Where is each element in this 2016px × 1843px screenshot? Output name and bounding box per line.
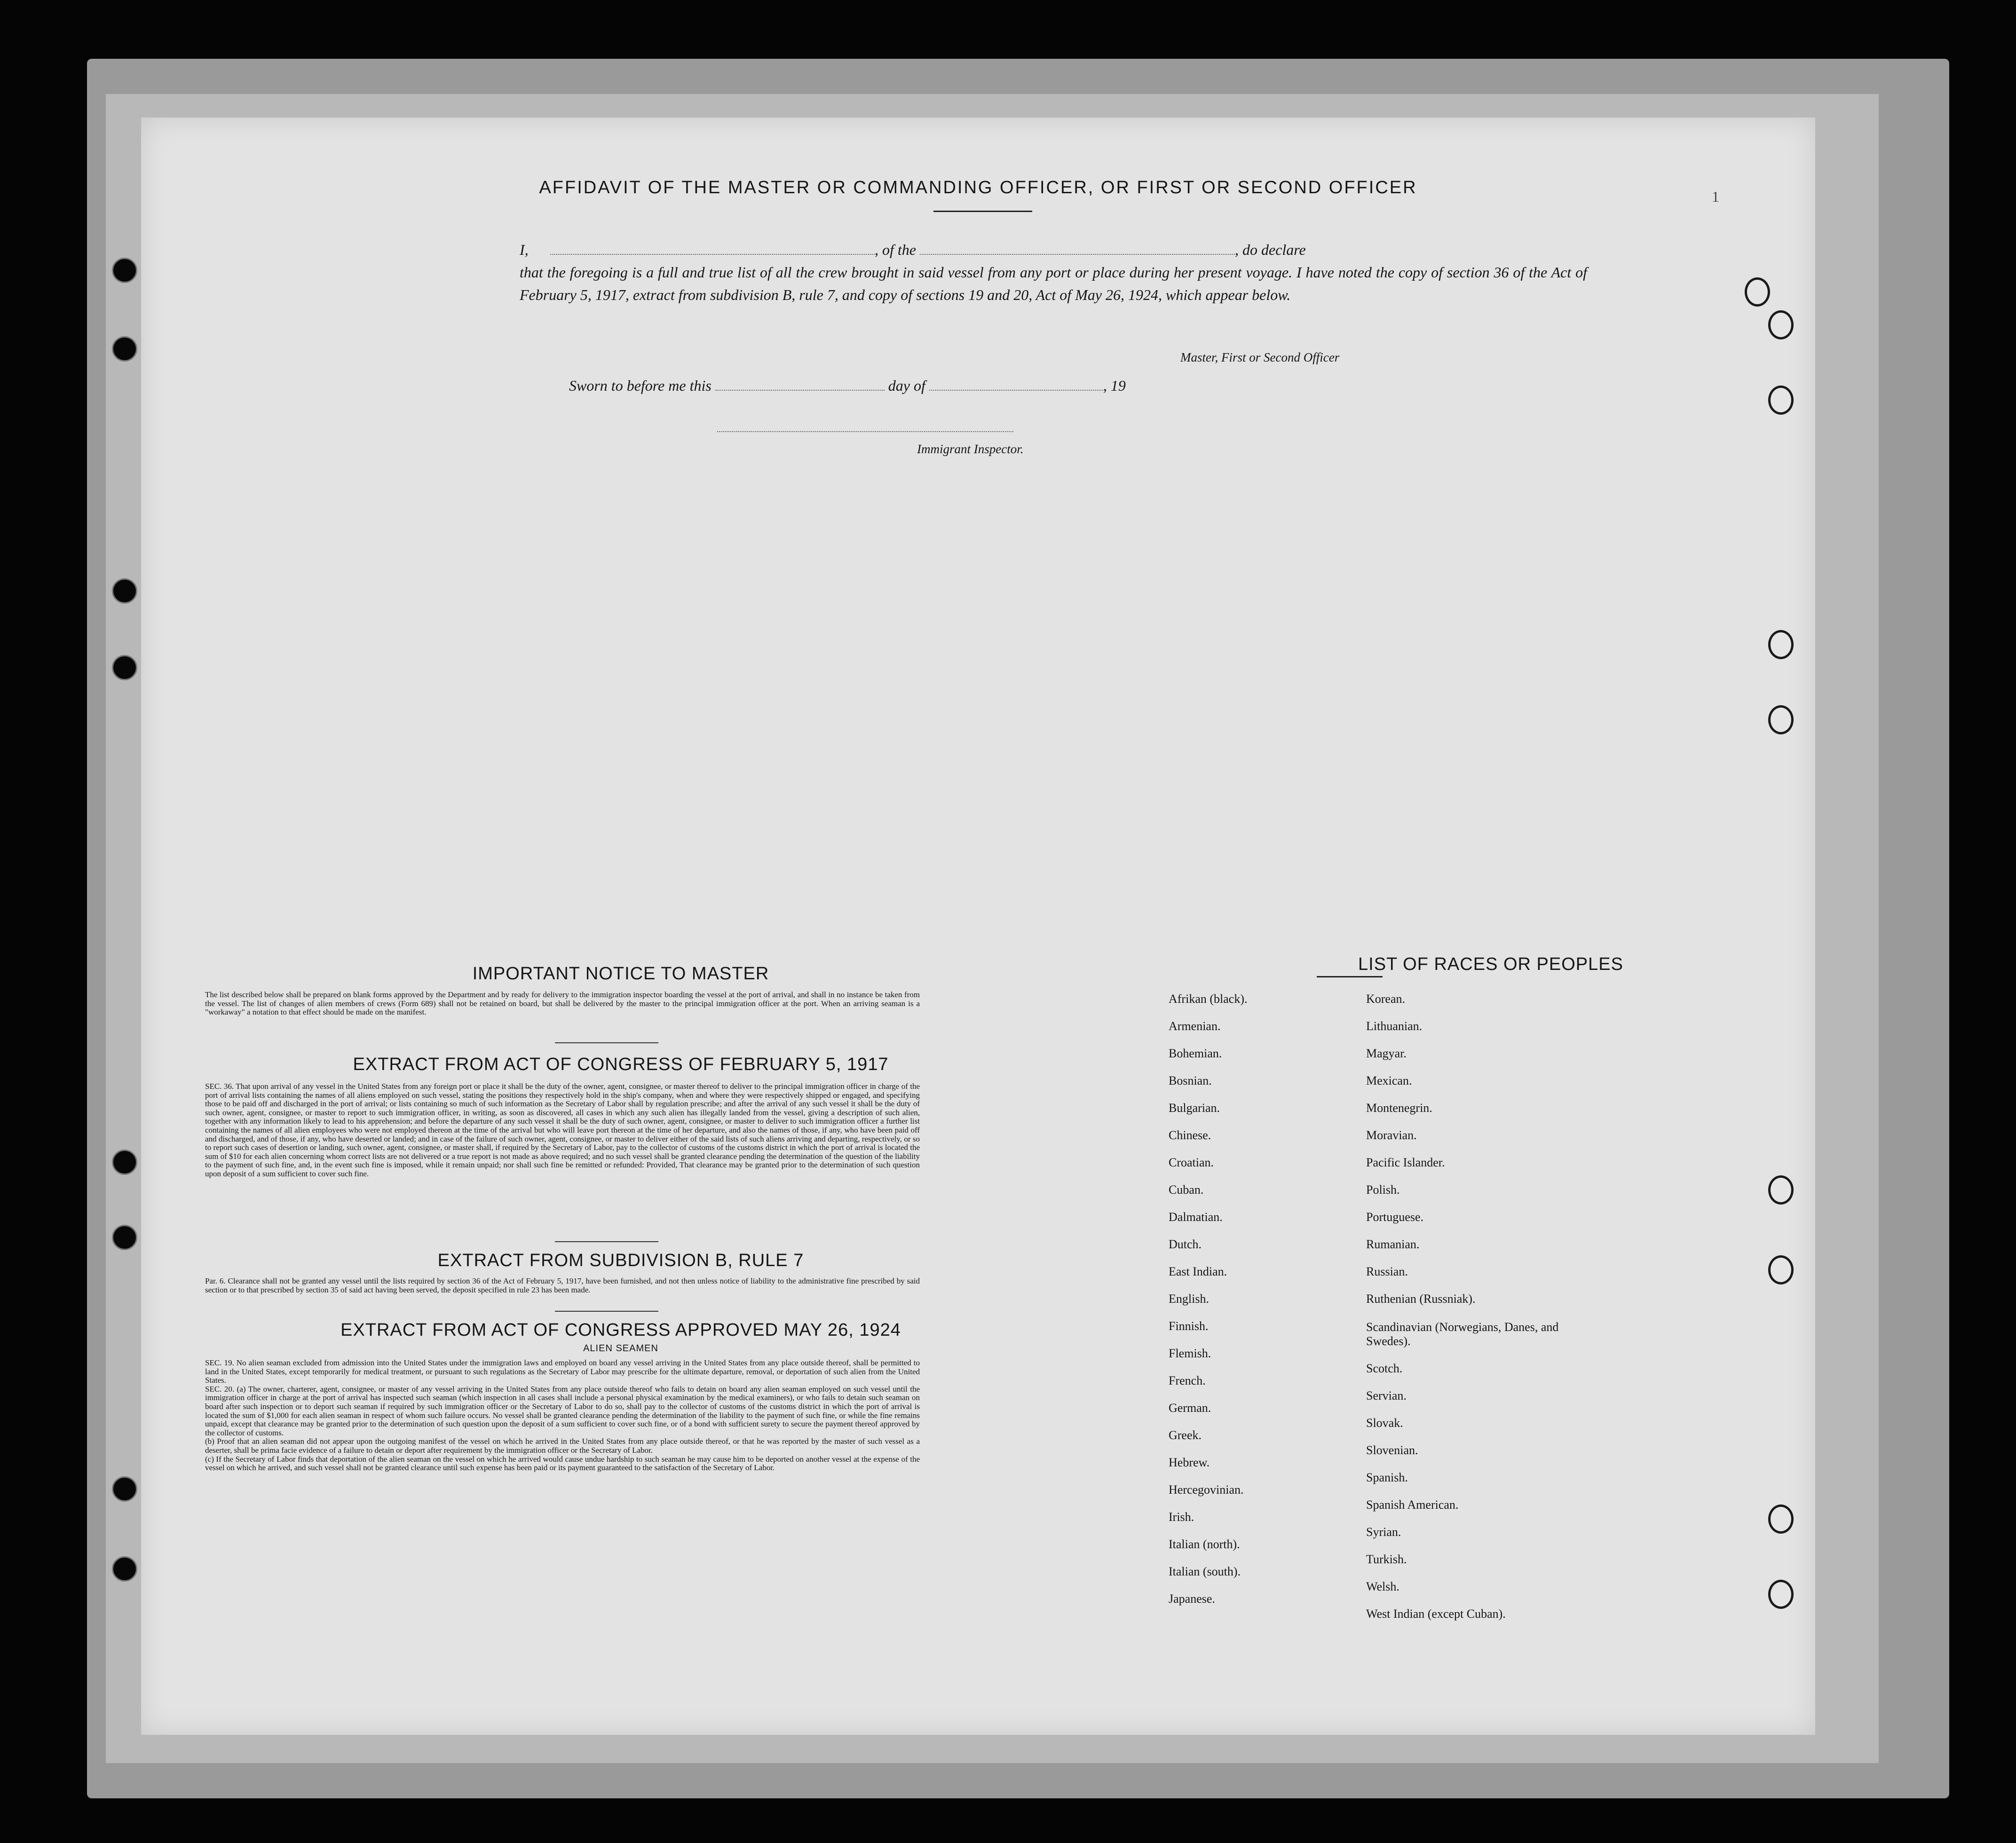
race-item: Hebrew.: [1169, 1456, 1210, 1469]
sec-20a-text: SEC. 20. (a) The owner, charterer, agent, consignee, or master of any vessel arriving in the United States from any place outside thereof who fails to detain on board any alien seaman employed on such vessel until the immigration officer in charge at the port of arrival has inspected such seaman (which inspection in all cases shall include a personal physical examination by the medical examiners), or who fails to detain such seaman on board after such inspection or to deport such seaman if required by such immigration officer or the Secretary of Labor to do so, shall pay to the collector of customs of the customs district in which the port of arrival is located the sum of $1,000 for each alien seaman in respect of whom such failure occurs. No vessel shall be granted clearance pending the determination of the liability to the payment of such fine, or while the fine remains unpaid, except that clearance may be granted prior to the determination of such question upon the deposit of a sum sufficient to cover such fine, or of a bond with sufficient surety to secure the payment thereof approved by the collector of customs.: [205, 1384, 920, 1437]
race-item: Korean.: [1366, 992, 1406, 1006]
affidavit-title: AFFIDAVIT OF THE MASTER OR COMMANDING OFFICER, OR FIRST OR SECOND OFFICER: [539, 178, 1417, 197]
race-item: Dutch.: [1169, 1237, 1202, 1251]
race-item: Ruthenian (Russniak).: [1366, 1292, 1476, 1306]
month-blank: [929, 390, 1103, 391]
section-rule: [555, 1042, 658, 1043]
binder-ring: [1768, 630, 1794, 659]
binder-ring: [1768, 1504, 1794, 1534]
binder-hole: [112, 1150, 137, 1175]
race-item: French.: [1169, 1374, 1206, 1387]
race-item: Hercegovinian.: [1169, 1483, 1244, 1496]
section-rule: [555, 1241, 658, 1242]
race-item: Montenegrin.: [1366, 1101, 1432, 1115]
binder-hole: [112, 578, 137, 604]
do-declare-text: , do declare: [1234, 241, 1306, 258]
race-item: Slovenian.: [1366, 1443, 1418, 1457]
section-rule: [555, 1311, 658, 1312]
officer-name-blank: [550, 254, 875, 255]
race-item: East Indian.: [1169, 1265, 1227, 1278]
races-title: LIST OF RACES OR PEOPLES: [1358, 954, 1623, 974]
race-item: Mexican.: [1366, 1074, 1412, 1087]
race-item: West Indian (except Cuban).: [1366, 1607, 1506, 1621]
inspector-signature-line: [717, 431, 1013, 432]
race-item: Cuban.: [1169, 1183, 1204, 1197]
race-item: Italian (north).: [1169, 1537, 1240, 1551]
race-item: Lithuanian.: [1366, 1019, 1423, 1033]
race-item: Scandinavian (Norwegians, Danes, and Swedes).: [1366, 1320, 1559, 1348]
race-item: Pacific Islander.: [1366, 1156, 1445, 1169]
day-of-text: day of: [888, 377, 925, 394]
binder-hole: [112, 336, 137, 362]
declaration-text: that the foregoing is a full and true list of all the crew brought in said vessel from any port or place during her present voyage. I have noted the copy of section 36 of the Act of February 5, 1917, extract from subdivision B, rule 7, and copy of sections 19 and 20, Act of May 26, 1924, which appear below.: [520, 264, 1587, 303]
form-page: [141, 118, 1815, 1735]
race-item: Moravian.: [1366, 1128, 1417, 1142]
extract-1924-title: EXTRACT FROM ACT OF CONGRESS APPROVED MAY 26, 1924: [340, 1320, 901, 1340]
race-item: Portuguese.: [1366, 1210, 1424, 1224]
binder-ring: [1768, 310, 1794, 339]
year-prefix: , 19: [1103, 377, 1126, 394]
signature-label: Master, First or Second Officer: [1180, 350, 1340, 364]
race-item: Armenian.: [1169, 1019, 1221, 1033]
race-item: Russian.: [1366, 1265, 1408, 1278]
races-right-column: [1366, 992, 1564, 1634]
affidavit-declaration: [520, 238, 1587, 306]
race-item: Greek.: [1169, 1428, 1202, 1442]
inspector-label: Immigrant Inspector.: [917, 442, 1024, 456]
race-item: German.: [1169, 1401, 1211, 1415]
extract-1917-title: EXTRACT FROM ACT OF CONGRESS OF FEBRUARY 5, 1917: [353, 1055, 889, 1074]
races-title-underline: [1317, 976, 1383, 977]
sworn-prefix: Sworn to before me this: [569, 377, 712, 394]
sec-20b-text: (b) Proof that an alien seaman did not appear upon the outgoing manifest of the vessel on which he arrived in the United States from any place outside thereof, or that he was reported by the master of such vessel as a deserter, shall be prima facie evidence of a failure to detain or deport after requirement by the immigration officer or the Secretary of Labor.: [205, 1437, 920, 1455]
race-item: English.: [1169, 1292, 1209, 1306]
race-item: Afrikan (black).: [1169, 992, 1248, 1006]
race-item: Bulgarian.: [1169, 1101, 1220, 1115]
race-item: Finnish.: [1169, 1319, 1209, 1333]
extract-1917-text: SEC. 36. That upon arrival of any vessel in the United States from any foreign port or place it shall be the duty of the owner, agent, consignee, or master thereof to deliver to the principal immigration officer in charge of the port of arrival lists containing the names of all aliens employed on such vessel, stating the positions they respectively hold in the ship's company, when and where they were respectively shipped or engaged, and specifying those to be paid off and discharged in the port of arrival; or lists containing so much of such information as the Secretary of Labor shall by regulation prescribe; and after the arrival of any such vessel it shall be the duty of such owner, agent, consignee, or master to report to such immigration officer, in writing, as soon as discovered, all cases in which any such alien has illegally landed from the vessel, giving a description of such alien, together with any information likely to lead to his apprehension; and before the departure of any such vessel it shall be the duty of such owner, agent, consignee, or master to deliver to such immigration officer a further list containing the names of all alien employees who were not employed thereon at the time of the arrival but who will leave port thereon at the time of her departure, and also the names of those, if any, who have been paid off and discharged, and of those, if any, who have deserted or landed; and in case of the failure of such owner, agent, consignee, or master to deliver either of the said lists of such aliens arriving and departing, respectively, or so to report such cases of desertion or landing, such owner, agent, consignee, or master shall, if required by the Secretary of Labor, pay to the collector of customs of the customs district in which the port of arrival is located the sum of $10 for each alien concerning whom correct lists are not delivered or a true report is not made as above required; and no such vessel shall be granted clearance pending the determination of the question of the liability to the payment of such fine, and, in the event such fine is imposed, while it remain unpaid; nor shall such fine be remitted or refunded: Provided, That clearance may be granted prior to the determination of such question upon deposit of a sum sufficient to cover such fine.: [205, 1082, 920, 1178]
race-item: Magyar.: [1366, 1047, 1407, 1060]
race-item: Flemish.: [1169, 1347, 1211, 1360]
race-item: Chinese.: [1169, 1128, 1211, 1142]
race-item: Turkish.: [1366, 1552, 1407, 1566]
page-number: 1: [1712, 188, 1719, 205]
rule-7-text: Par. 6. Clearance shall not be granted any vessel until the lists required by section 36 of the Act of February 5, 1917, have been furnished, and not then unless notice of liability to the administrative fine prescribed by said section or to that prescribed by section 35 of said act having been served, the deposit specified in rule 23 has been made.: [205, 1276, 920, 1294]
sec-20c-text: (c) If the Secretary of Labor finds that deportation of the alien seaman on the vessel on which he arrived would cause undue hardship to such seaman he may cause him to be deported on another vessel at the expense of the vessel on which he arrived, and such vessel shall not be granted clearance until such expense has been paid or its payment guaranteed to the satisfaction of the Secretary of Labor.: [205, 1454, 920, 1473]
race-item: Polish.: [1366, 1183, 1400, 1197]
race-item: Japanese.: [1169, 1592, 1215, 1606]
race-item: Italian (south).: [1169, 1565, 1241, 1578]
notice-text: The list described below shall be prepared on blank forms approved by the Department and by ready for delivery to the immigration inspector boarding the vessel at the port of arrival, and shall in no instance be taken from the vessel. The list of changes of alien members of crews (Form 689) shall not be retained on board, but shall be delivered by the master to the principal immigration officer at the port. When an arriving seaman is a "workaway" a notation to that effect should be made on the manifest.: [205, 990, 920, 1017]
binder-ring: [1768, 1580, 1794, 1609]
binder-ring: [1768, 1255, 1794, 1284]
sworn-line: [569, 377, 1368, 394]
race-item: Slovak.: [1366, 1416, 1403, 1430]
i-word: I,: [520, 241, 529, 258]
title-underline: [933, 211, 1032, 212]
races-left-column: [1169, 992, 1357, 1619]
of-the-text: , of the: [875, 241, 916, 258]
notice-title: IMPORTANT NOTICE TO MASTER: [472, 964, 769, 984]
binder-ring: [1768, 1175, 1794, 1205]
binder-ring: [1745, 277, 1770, 307]
binder-ring: [1768, 705, 1794, 734]
binder-hole: [112, 258, 137, 283]
race-item: Croatian.: [1169, 1156, 1214, 1169]
extract-1924-text: [205, 1359, 920, 1473]
rule-7-title: EXTRACT FROM SUBDIVISION B, RULE 7: [437, 1251, 804, 1270]
race-item: Spanish.: [1366, 1471, 1408, 1484]
race-item: Irish.: [1169, 1510, 1194, 1524]
race-item: Dalmatian.: [1169, 1210, 1223, 1224]
binder-hole: [112, 1556, 137, 1582]
race-item: Syrian.: [1366, 1525, 1401, 1539]
binder-ring: [1768, 386, 1794, 415]
race-item: Welsh.: [1366, 1580, 1399, 1593]
race-item: Bosnian.: [1169, 1074, 1212, 1087]
race-item: Bohemian.: [1169, 1047, 1222, 1060]
binder-hole: [112, 655, 137, 680]
race-item: Spanish American.: [1366, 1498, 1459, 1512]
vessel-name-blank: [920, 254, 1235, 255]
alien-seamen-subtitle: ALIEN SEAMEN: [583, 1343, 658, 1354]
binder-hole: [112, 1225, 137, 1250]
binder-hole: [112, 1476, 137, 1502]
race-item: Rumanian.: [1366, 1237, 1420, 1251]
sec-19-text: SEC. 19. No alien seaman excluded from admission into the United States under the immigration laws and employed on board any vessel arriving in the United States from any place outside thereof, shall be permitted to land in the United States, except temporarily for medical treatment, or pursuant to such regulations as the Secretary of Labor may prescribe for the ultimate departure, removal, or deportation of such alien from the United States.: [205, 1358, 920, 1385]
day-blank: [715, 390, 885, 391]
race-item: Servian.: [1366, 1389, 1407, 1402]
race-item: Scotch.: [1366, 1362, 1403, 1375]
